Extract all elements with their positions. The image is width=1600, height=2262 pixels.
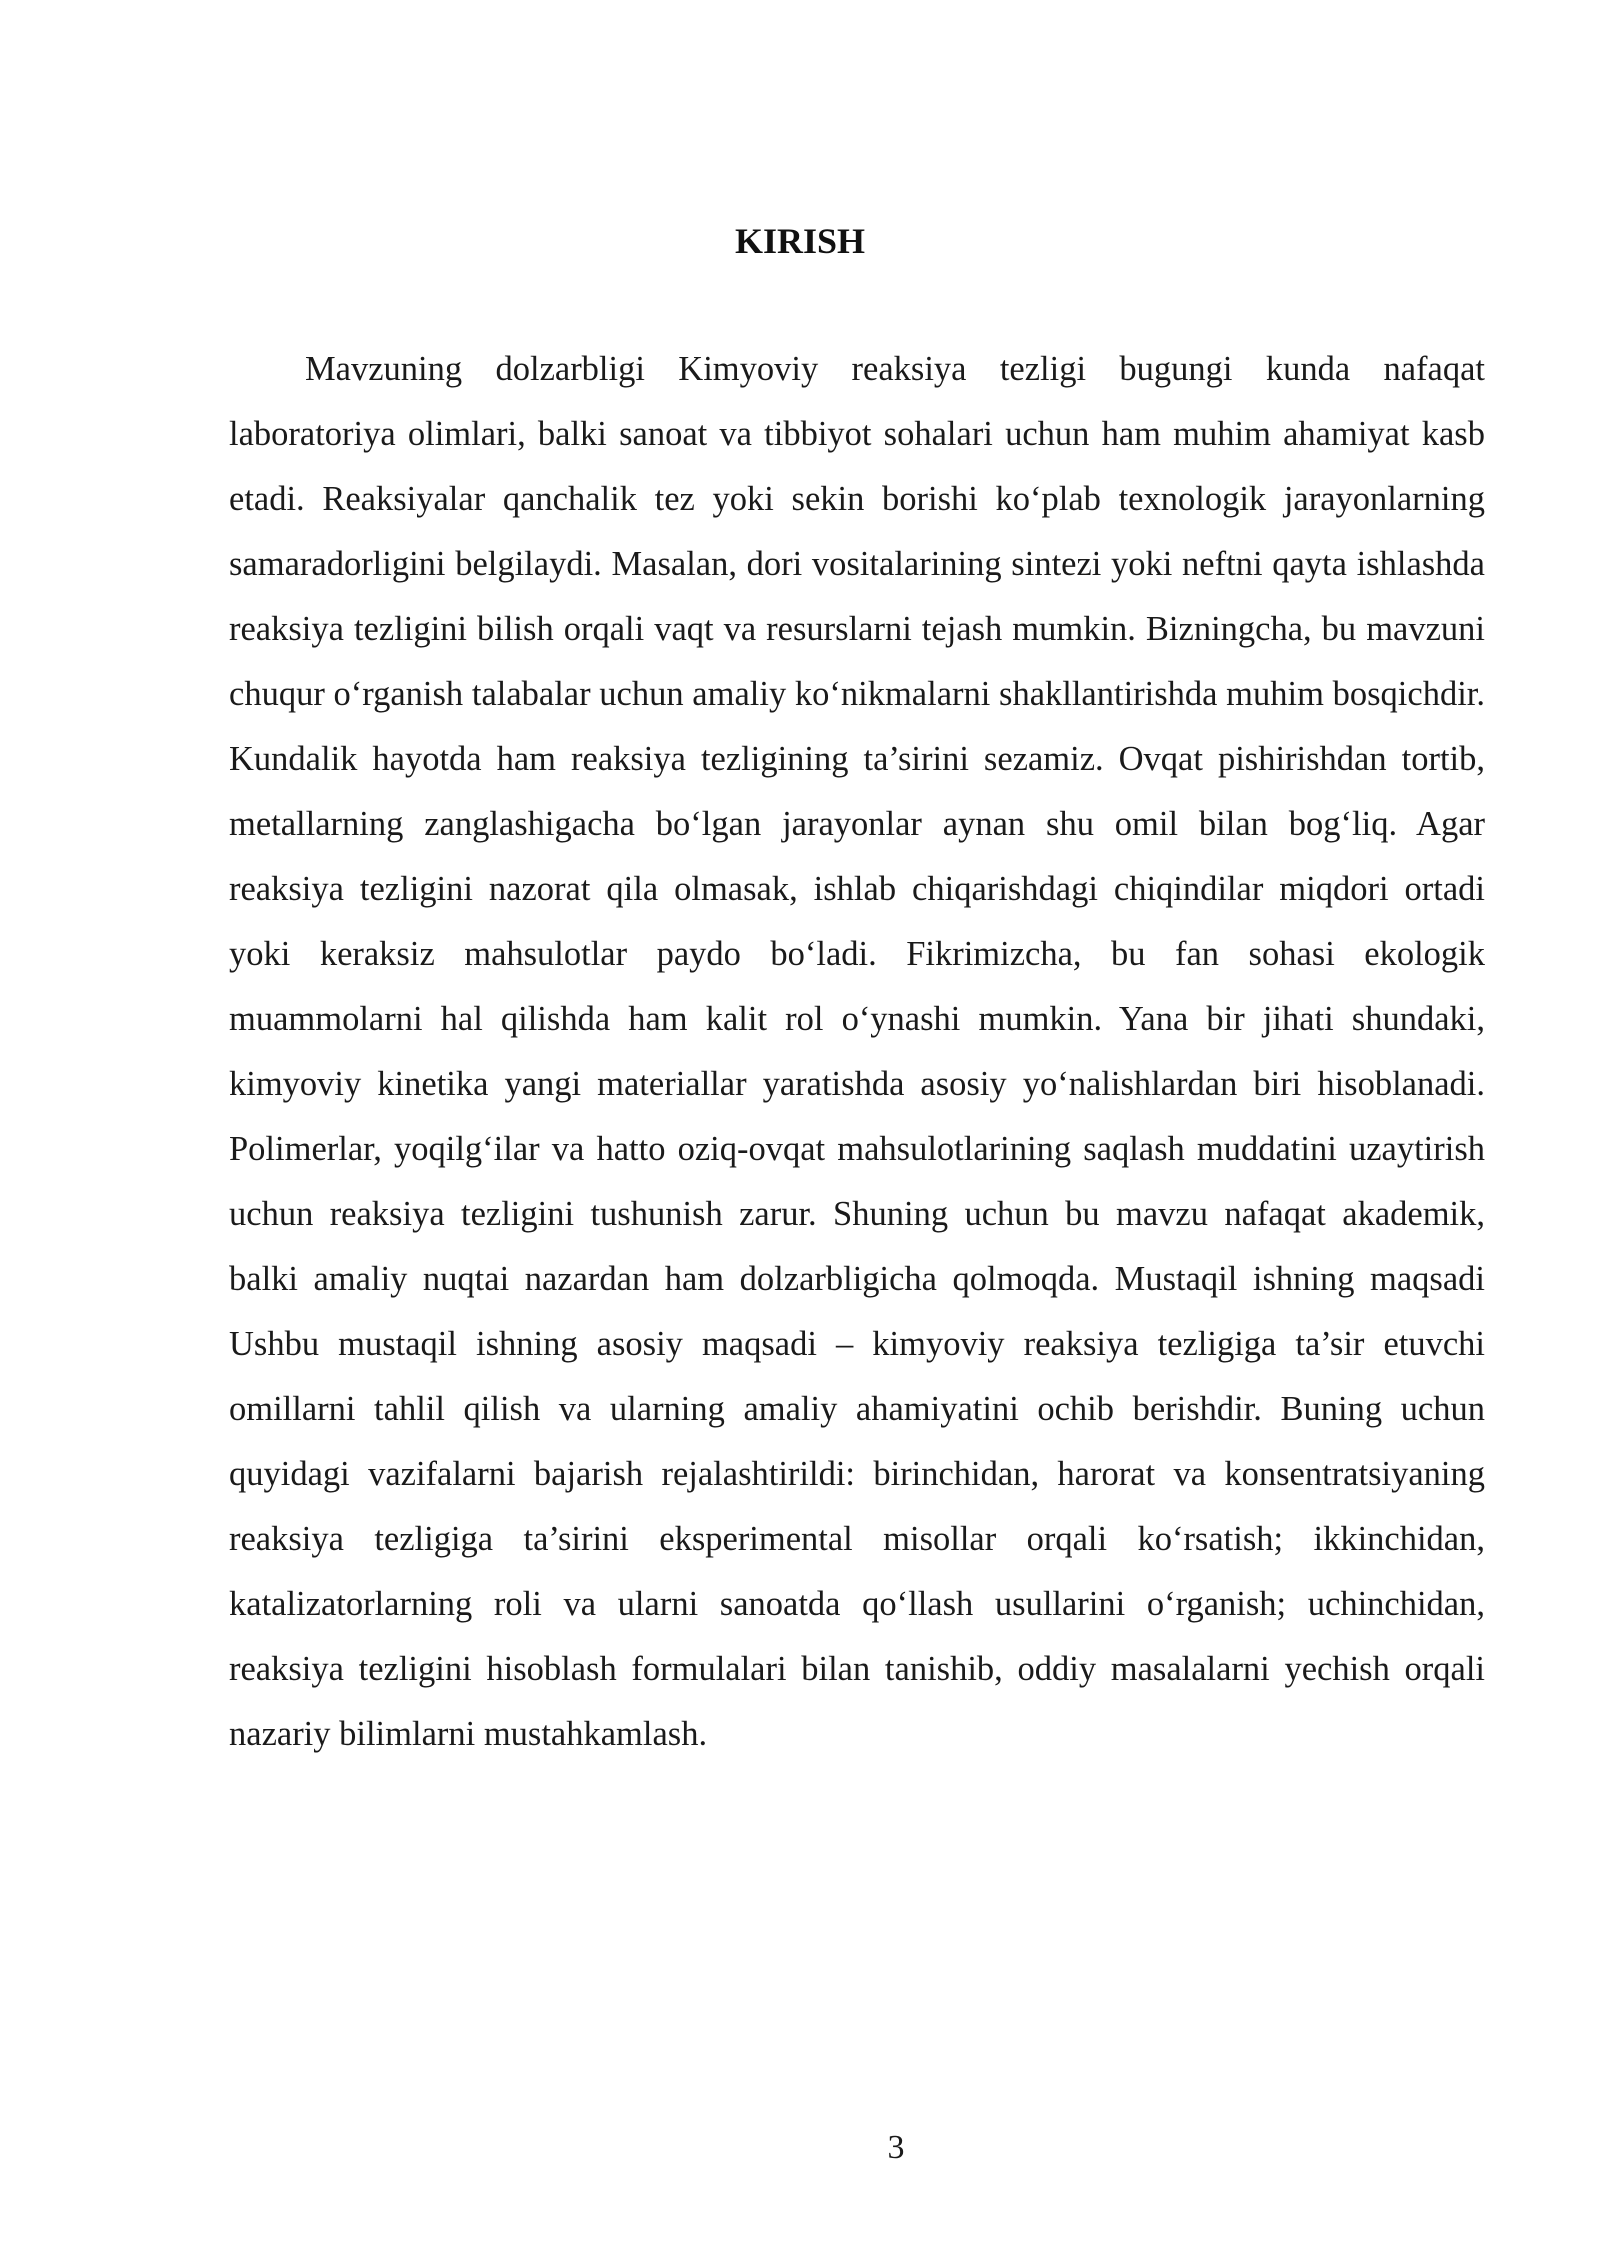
body-paragraph: Mavzuning dolzarbligi Kimyoviy reaksiya tezligi bugungi kunda nafaqat laboratoriya olimlari, balki sanoat va tibbiyot sohalari uchun ham muhim ahamiyat kasb etadi. Reaksiyalar qanchalik tez yoki sekin borishi ko‘plab texnologik jarayonlarning samaradorligini belgilaydi. Masalan, dori vositalarining sintezi yoki neftni qayta ishlashda reaksiya tezligini bilish orqali vaqt va resurslarni tejash mumkin. Bizningcha, bu mavzuni chuqur o‘rganish talabalar uchun amaliy ko‘nikmalarni shakllantirishda muhim bosqichdir. Kundalik hayotda ham reaksiya tezligining ta’sirini sezamiz. Ovqat pishirishdan tortib, metallarning zanglashigacha bo‘lgan jarayonlar aynan shu omil bilan bog‘liq. Agar reaksiya tezligini nazorat qila olmasak, ishlab chiqarishdagi chiqindilar miqdori ortadi yoki keraksiz mahsulotlar paydo bo‘ladi. Fikrimizcha, bu fan sohasi ekologik muammolarni hal qilishda ham kalit rol o‘ynashi mumkin. Yana bir jihati shundaki, kimyoviy kinetika yangi materiallar yaratishda asosiy yo‘nalishlardan biri hisoblanadi. Polimerlar, yoqilg‘ilar va hatto oziq-ovqat mahsulotlarining saqlash muddatini uzaytirish uchun reaksiya tezligini tushunish zarur. Shuning uchun bu mavzu nafaqat akademik, balki amaliy nuqtai nazardan ham dolzarbligicha qolmoqda. Mustaqil ishning maqsadi Ushbu mustaqil ishning asosiy maqsadi – kimyoviy reaksiya tezligiga ta’sir etuvchi omillarni tahlil qilish va ularning amaliy ahamiyatini ochib berishdir. Buning uchun quyidagi vazifalarni bajarish rejalashtirildi: birinchidan, harorat va konsentratsiyaning reaksiya tezligiga ta’sirini eksperimental misollar orqali ko‘rsatish; ikkinchidan, katalizatorlarning roli va ularni sanoatda qo‘llash usullarini o‘rganish; uchinchidan, reaksiya tezligini hisoblash formulalari bilan tanishib, oddiy masalalarni yechish orqali nazariy bilimlarni mustahkamlash. — [229, 350, 1485, 1753]
page-number: 3 — [887, 2129, 905, 2166]
section-heading: KIRISH — [734, 221, 866, 261]
